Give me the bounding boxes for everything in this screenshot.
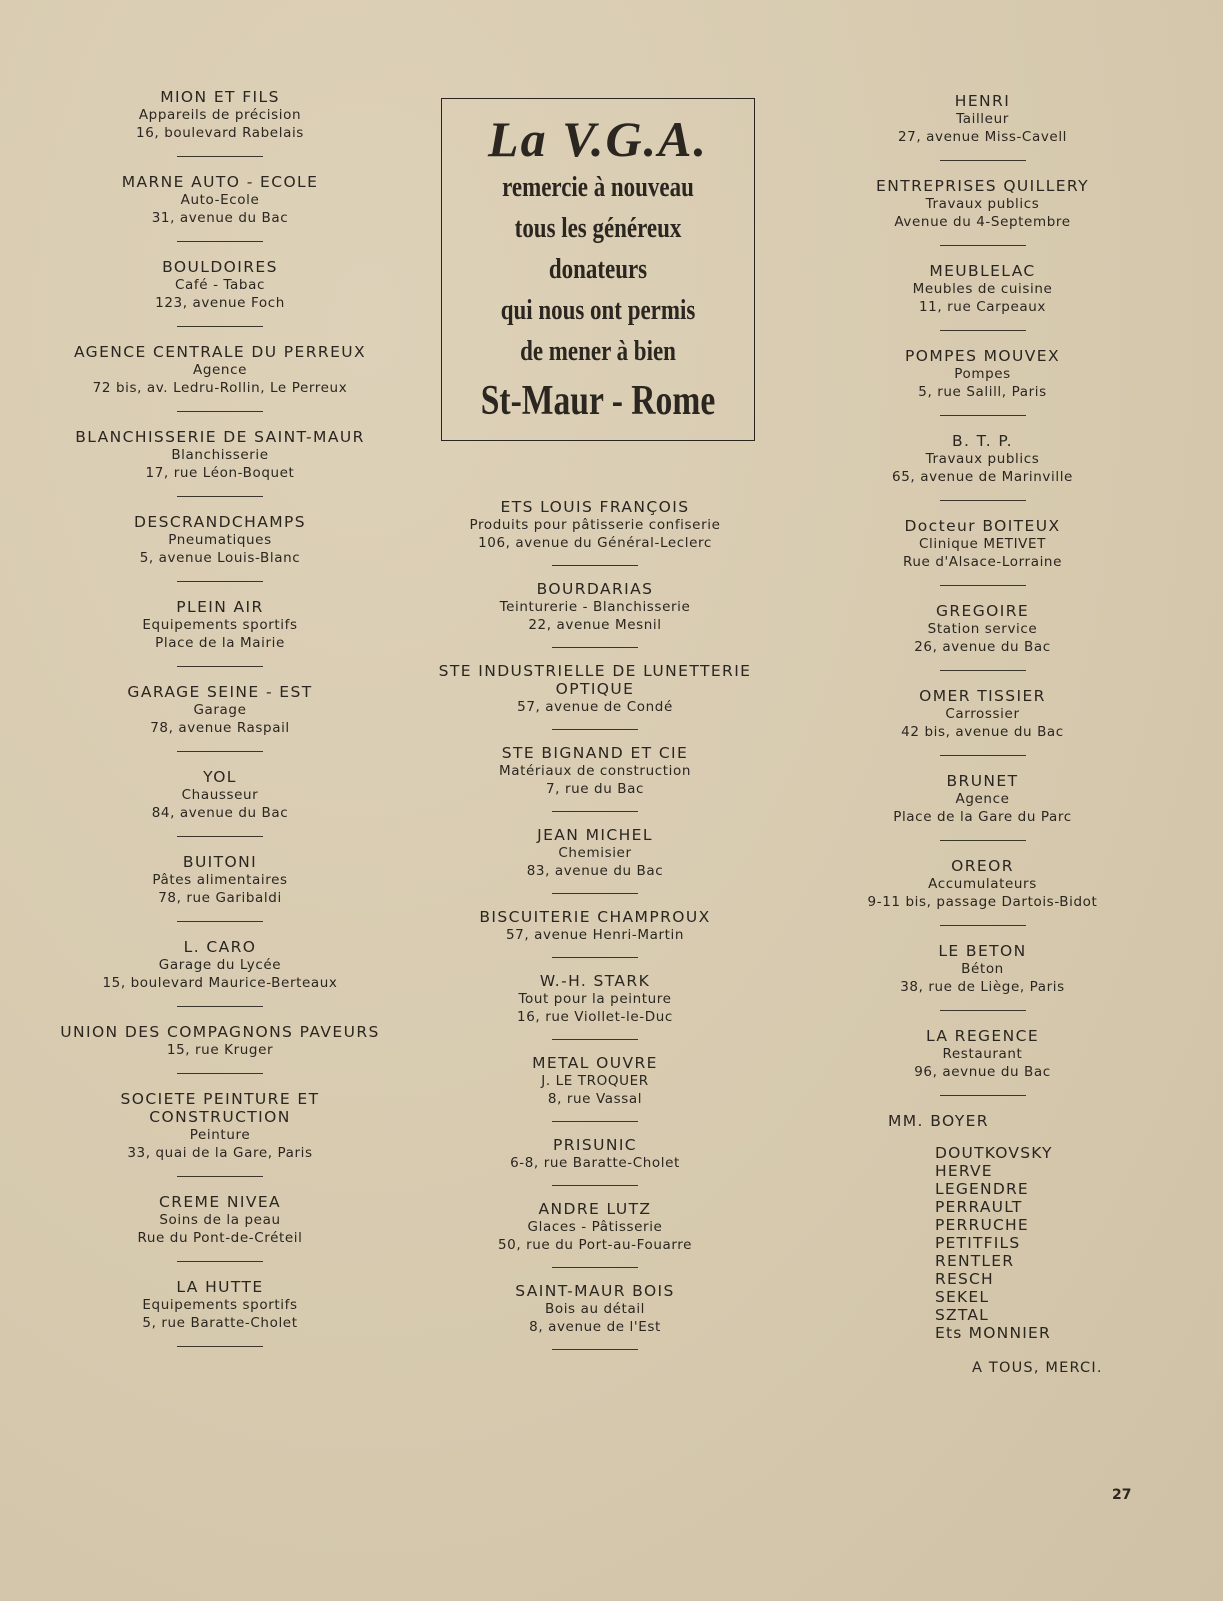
donor-detail: 57, avenue Henri-Martin	[505, 927, 685, 943]
divider-rule	[552, 1039, 638, 1040]
donor-detail: Equipements sportifs	[142, 1297, 298, 1313]
donor-entry	[60, 258, 380, 312]
boyer-name: RESCH	[935, 1270, 994, 1288]
boyer-head: MM. BOYER	[888, 1112, 989, 1130]
donor-name: ANDRE LUTZ	[538, 1200, 652, 1218]
donor-name: UNION DES COMPAGNONS PAVEURS	[60, 1023, 380, 1041]
donor-entry	[840, 432, 1125, 486]
donor-detail: Equipements sportifs	[142, 617, 298, 633]
divider-rule	[552, 565, 638, 566]
donor-name: LA HUTTE	[176, 1278, 264, 1296]
donor-entry	[430, 580, 760, 634]
donor-detail: 57, avenue de Condé	[517, 699, 673, 715]
donor-name: LE BETON	[938, 942, 1027, 960]
boyer-names	[935, 1144, 1125, 1342]
divider-rule	[940, 330, 1026, 331]
middle-column	[430, 498, 760, 1364]
donor-name: PRISUNIC	[552, 1136, 638, 1154]
donor-name: BLANCHISSERIE DE SAINT-MAUR	[75, 428, 365, 446]
boyer-name: LEGENDRE	[935, 1180, 1029, 1198]
donor-entry	[840, 92, 1125, 146]
donor-entry	[430, 972, 760, 1026]
donor-entry	[430, 1200, 760, 1254]
donor-name: CREME NIVEA	[158, 1193, 282, 1211]
donor-name: BISCUITERIE CHAMPROUX	[479, 908, 711, 926]
donor-entry	[60, 1193, 380, 1247]
donor-name: OREOR	[951, 857, 1014, 875]
boyer-name: Ets MONNIER	[935, 1324, 1051, 1342]
boyer-list	[840, 1112, 1125, 1376]
donor-detail: 22, avenue Mesnil	[528, 617, 662, 633]
divider-rule	[552, 1121, 638, 1122]
donor-detail: Pompes	[954, 366, 1011, 382]
donor-detail: Clinique METIVET	[919, 536, 1046, 552]
notice-line: tous les généreux	[514, 213, 682, 244]
donor-detail: Pâtes alimentaires	[152, 872, 288, 888]
divider-rule	[552, 957, 638, 958]
divider-rule	[552, 1349, 638, 1350]
donor-detail: 8, avenue de l'Est	[529, 1319, 661, 1335]
boyer-name: PETITFILS	[935, 1234, 1021, 1252]
notice-line: qui nous ont permis	[500, 295, 696, 326]
divider-rule	[177, 241, 263, 242]
donor-detail: 15, boulevard Maurice-Berteaux	[102, 975, 338, 991]
donor-detail: 26, avenue du Bac	[914, 639, 1051, 655]
donor-detail: 72 bis, av. Ledru-Rollin, Le Perreux	[92, 380, 348, 396]
divider-rule	[177, 411, 263, 412]
donor-detail: Travaux publics	[925, 451, 1040, 467]
donor-name: DESCRANDCHAMPS	[134, 513, 306, 531]
divider-rule	[552, 1267, 638, 1268]
donor-name: GREGOIRE	[935, 602, 1030, 620]
donor-detail: Station service	[927, 621, 1038, 637]
divider-rule	[940, 415, 1026, 416]
boyer-name: SEKEL	[935, 1288, 990, 1306]
donor-entry	[60, 1090, 380, 1162]
donor-detail: 42 bis, avenue du Bac	[901, 724, 1064, 740]
donor-name: HENRI	[954, 92, 1011, 110]
donor-entry	[60, 938, 380, 992]
donor-name: MEUBLELAC	[929, 262, 1036, 280]
donor-name: PLEIN AIR	[176, 598, 264, 616]
donor-detail: Place de la Mairie	[155, 635, 285, 651]
divider-rule	[940, 500, 1026, 501]
divider-rule	[940, 585, 1026, 586]
donor-name: OMER TISSIER	[919, 687, 1046, 705]
notice-line: donateurs	[548, 254, 648, 285]
donor-entry	[840, 772, 1125, 826]
divider-rule	[177, 496, 263, 497]
donor-detail: Agence	[955, 791, 1010, 807]
donor-name: L. CARO	[183, 938, 257, 956]
thank-you-notice	[441, 98, 755, 441]
boyer-name: RENTLER	[935, 1252, 1015, 1270]
divider-rule	[940, 670, 1026, 671]
donor-detail: 33, quai de la Gare, Paris	[127, 1145, 313, 1161]
donor-entry	[60, 88, 380, 142]
donor-name: GARAGE SEINE - EST	[127, 683, 313, 701]
donor-entry	[430, 908, 760, 944]
donor-detail: 17, rue Léon-Boquet	[145, 465, 295, 481]
donor-detail: 5, rue Baratte-Cholet	[142, 1315, 298, 1331]
divider-rule	[940, 245, 1026, 246]
donor-detail: Chausseur	[181, 787, 259, 803]
donor-detail: Meubles de cuisine	[912, 281, 1053, 297]
notice-place: St-Maur - Rome	[480, 378, 716, 424]
divider-rule	[177, 836, 263, 837]
donor-entry	[60, 598, 380, 652]
donor-detail: 16, boulevard Rabelais	[136, 125, 304, 141]
donor-entry	[840, 177, 1125, 231]
donor-name: B. T. P.	[951, 432, 1014, 450]
donor-detail: Appareils de précision	[138, 107, 302, 123]
donor-name: MARNE AUTO - ECOLE	[121, 173, 319, 191]
donor-entry	[430, 826, 760, 880]
divider-rule	[177, 751, 263, 752]
donor-detail: 11, rue Carpeaux	[918, 299, 1046, 315]
donor-entry	[430, 744, 760, 798]
donor-name: STE INDUSTRIELLE DE LUNETTERIE OPTIQUE	[438, 662, 752, 698]
donor-name: BRUNET	[946, 772, 1019, 790]
divider-rule	[177, 1346, 263, 1347]
divider-rule	[177, 156, 263, 157]
divider-rule	[940, 925, 1026, 926]
donor-entry	[840, 262, 1125, 316]
donor-detail: Garage du Lycée	[158, 957, 282, 973]
donor-name: ETS LOUIS FRANÇOIS	[500, 498, 690, 516]
donor-detail: Restaurant	[942, 1046, 1023, 1062]
divider-rule	[940, 755, 1026, 756]
divider-rule	[177, 326, 263, 327]
donor-detail: Place de la Gare du Parc	[893, 809, 1072, 825]
donor-entry	[60, 1278, 380, 1332]
donor-entry	[840, 942, 1125, 996]
donor-detail: 31, avenue du Bac	[151, 210, 289, 226]
donor-name: ENTREPRISES QUILLERY	[876, 177, 1089, 195]
donor-detail: Tout pour la peinture	[518, 991, 672, 1007]
donor-name: BOURDARIAS	[536, 580, 654, 598]
donor-detail: Teinturerie - Blanchisserie	[499, 599, 691, 615]
donor-entry	[60, 683, 380, 737]
donor-detail: Travaux publics	[925, 196, 1040, 212]
donor-entry	[60, 343, 380, 397]
boyer-name: SZTAL	[935, 1306, 989, 1324]
divider-rule	[552, 893, 638, 894]
donor-detail: Auto-Ecole	[180, 192, 260, 208]
donor-name: LA REGENCE	[925, 1027, 1040, 1045]
notice-title: La V.G.A.	[488, 111, 708, 167]
donor-entry	[60, 428, 380, 482]
donor-detail: Rue du Pont-de-Créteil	[137, 1230, 303, 1246]
divider-rule	[940, 1010, 1026, 1011]
donor-name: SOCIETE PEINTURE ET CONSTRUCTION	[120, 1090, 320, 1126]
donor-detail: Glaces - Pâtisserie	[527, 1219, 663, 1235]
donor-entry	[60, 768, 380, 822]
donor-entry	[430, 1136, 760, 1172]
divider-rule	[552, 647, 638, 648]
divider-rule	[940, 840, 1026, 841]
donor-name: BOULDOIRES	[162, 258, 278, 276]
boyer-name: HERVE	[935, 1162, 993, 1180]
divider-rule	[940, 160, 1026, 161]
divider-rule	[552, 811, 638, 812]
divider-rule	[552, 1185, 638, 1186]
donor-detail: Rue d'Alsace-Lorraine	[903, 554, 1062, 570]
donor-detail: 15, rue Kruger	[166, 1042, 274, 1058]
donor-detail: Blanchisserie	[171, 447, 269, 463]
donor-detail: 78, rue Garibaldi	[158, 890, 282, 906]
donor-detail: J. LE TROQUER	[541, 1073, 649, 1089]
closing-thanks: A TOUS, MERCI.	[972, 1360, 1103, 1376]
donor-detail: 7, rue du Bac	[545, 781, 645, 797]
donor-detail: Produits pour pâtisserie confiserie	[469, 517, 721, 533]
donor-detail: 65, avenue de Marinville	[892, 469, 1073, 485]
right-entries	[840, 92, 1125, 1096]
donor-name: STE BIGNAND ET CIE	[501, 744, 689, 762]
donor-entry	[60, 173, 380, 227]
donor-detail: 106, avenue du Général-Leclerc	[478, 535, 712, 551]
donor-detail: 9-11 bis, passage Dartois-Bidot	[867, 894, 1098, 910]
donor-detail: Soins de la peau	[159, 1212, 281, 1228]
donor-entry	[60, 1023, 380, 1059]
donor-detail: 123, avenue Foch	[155, 295, 285, 311]
donor-entry	[430, 662, 760, 716]
divider-rule	[177, 1073, 263, 1074]
donor-name: JEAN MICHEL	[537, 826, 653, 844]
donor-entry	[840, 517, 1125, 571]
right-column	[840, 92, 1125, 1376]
notice-line: remercie à nouveau	[502, 172, 694, 203]
donor-detail: 27, avenue Miss-Cavell	[897, 129, 1068, 145]
page-number: 27	[1112, 1487, 1132, 1503]
boyer-name: PERRUCHE	[935, 1216, 1029, 1234]
donor-entry	[430, 498, 760, 552]
divider-rule	[177, 921, 263, 922]
divider-rule	[177, 581, 263, 582]
donor-entry	[60, 513, 380, 567]
donor-name: BUITONI	[182, 853, 258, 871]
donor-detail: 5, rue Salill, Paris	[918, 384, 1047, 400]
divider-rule	[177, 1176, 263, 1177]
donor-detail: Pneumatiques	[168, 532, 272, 548]
donor-entry	[430, 1282, 760, 1336]
donor-detail: 8, rue Vassal	[547, 1091, 643, 1107]
divider-rule	[177, 1006, 263, 1007]
donor-name: AGENCE CENTRALE DU PERREUX	[73, 343, 367, 361]
donor-detail: Carrossier	[945, 706, 1020, 722]
left-column	[60, 88, 380, 1363]
donor-entry	[840, 857, 1125, 911]
donor-name: W.-H. STARK	[539, 972, 651, 990]
donor-detail: Peinture	[189, 1127, 251, 1143]
donor-detail: Matériaux de construction	[498, 763, 692, 779]
donor-name: POMPES MOUVEX	[905, 347, 1060, 365]
donor-detail: Avenue du 4-Septembre	[894, 214, 1071, 230]
donor-detail: Agence	[193, 362, 247, 378]
donor-detail: 84, avenue du Bac	[151, 805, 289, 821]
divider-rule	[177, 666, 263, 667]
donor-detail: Garage	[193, 702, 247, 718]
donor-entry	[840, 602, 1125, 656]
donor-detail: 78, avenue Raspail	[150, 720, 290, 736]
donor-name: Docteur BOITEUX	[904, 517, 1061, 535]
donor-detail: 96, aevnue du Bac	[914, 1064, 1051, 1080]
donor-detail: Tailleur	[956, 111, 1009, 127]
donor-detail: Béton	[961, 961, 1004, 977]
donor-entry	[60, 853, 380, 907]
donor-name: YOL	[203, 768, 237, 786]
divider-rule	[940, 1095, 1026, 1096]
donor-detail: Accumulateurs	[928, 876, 1037, 892]
donor-detail: 83, avenue du Bac	[526, 863, 664, 879]
divider-rule	[177, 1261, 263, 1262]
donor-detail: 6-8, rue Baratte-Cholet	[510, 1155, 680, 1171]
donor-detail: 38, rue de Liège, Paris	[900, 979, 1065, 995]
divider-rule	[552, 729, 638, 730]
boyer-name: DOUTKOVSKY	[935, 1144, 1053, 1162]
donor-detail: Café - Tabac	[175, 277, 265, 293]
donor-detail: 16, rue Viollet-le-Duc	[517, 1009, 673, 1025]
donor-detail: 50, rue du Port-au-Fouarre	[497, 1237, 693, 1253]
donor-entry	[840, 347, 1125, 401]
donor-detail: Chemisier	[558, 845, 632, 861]
donor-name: SAINT-MAUR BOIS	[515, 1282, 675, 1300]
donor-entry	[840, 1027, 1125, 1081]
donor-name: MION ET FILS	[160, 88, 280, 106]
notice-line: de mener à bien	[520, 336, 676, 367]
boyer-name: PERRAULT	[935, 1198, 1023, 1216]
donor-entry	[840, 687, 1125, 741]
donor-name: METAL OUVRE	[532, 1054, 658, 1072]
donor-detail: 5, avenue Louis-Blanc	[139, 550, 301, 566]
donor-entry	[430, 1054, 760, 1108]
donor-detail: Bois au détail	[544, 1301, 646, 1317]
